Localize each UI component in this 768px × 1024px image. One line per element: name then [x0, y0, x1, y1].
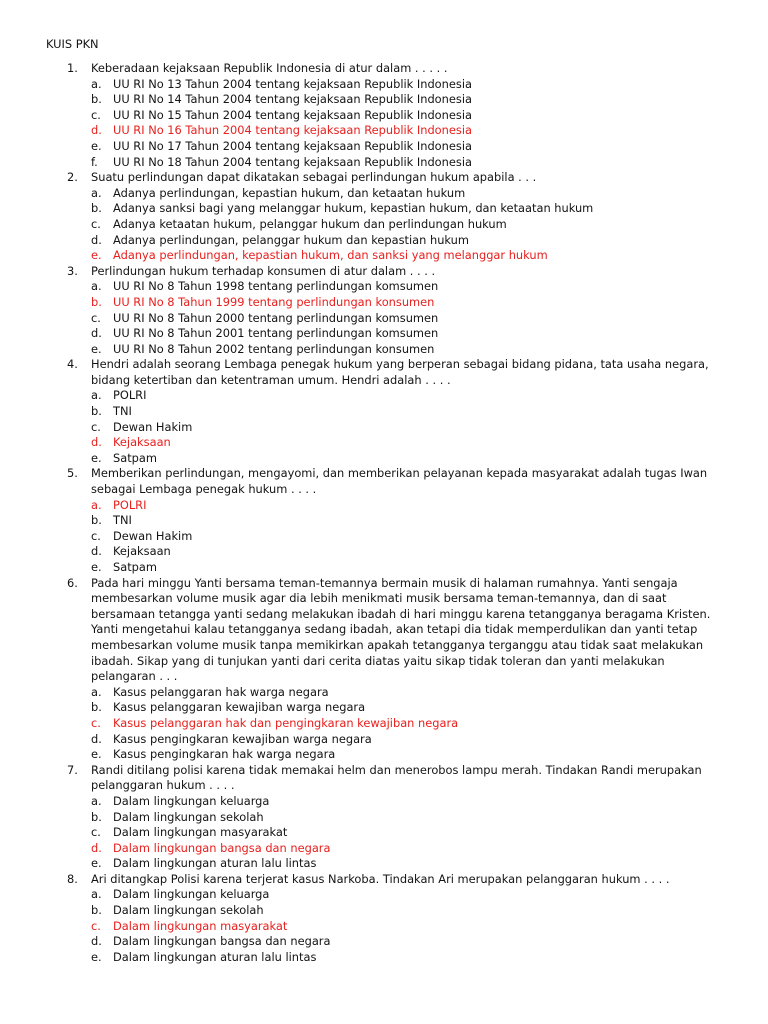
answer-option: [0, 825, 768, 841]
answer-option: [0, 810, 768, 826]
question-text: Keberadaan kejaksaan Republik Indonesia di atur dalam . . . . .: [91, 61, 448, 75]
option-text: Dalam lingkungan bangsa dan negara: [113, 840, 331, 855]
option-letter: c.: [91, 715, 101, 730]
answer-option: [0, 186, 768, 202]
option-text: Adanya perlindungan, kepastian hukum, dan sanksi yang melanggar hukum: [113, 248, 548, 263]
answer-option: [0, 451, 768, 467]
option-text: Kasus pelanggaran hak warga negara: [113, 684, 329, 699]
option-text: Dalam lingkungan masyarakat: [113, 825, 288, 840]
option-text: Kejaksaan: [113, 435, 171, 450]
quiz-question: [0, 466, 768, 575]
option-text: Satpam: [113, 560, 157, 574]
option-letter: d.: [91, 326, 102, 341]
answer-option: [0, 700, 768, 716]
option-text: Dewan Hakim: [113, 419, 193, 434]
question-number: 4.: [67, 357, 78, 372]
answer-option-correct: [0, 435, 768, 451]
document-title: KUIS PKN: [46, 37, 99, 51]
option-letter: d.: [91, 435, 102, 450]
option-letter: b.: [91, 294, 102, 309]
option-letter: d.: [91, 840, 102, 855]
answer-option-correct: [0, 841, 768, 857]
option-letter: a.: [91, 279, 102, 294]
question-text: Pada hari minggu Yanti bersama teman-temannya bermain musik di halaman rumahnya. Yanti sengaja membesarkan volume musik agar dia lebih menikmati musik bersama teman-temannya, dan di saat bersamaan tetangga yanti sedang melakukan ibadah di hari minggu karena tetangganya beragama Kristen. Yanti mengetahui kalau tetangganya sedang ibadah, akan tetapi dia tidak memperdulikan dan yanti tetap membesarkan volume musik tanpa memikirkan apakah tetangganya terganggu atau tidak saat melakukan ibadah. Sikap yang di tunjukan yanti dari cerita diatas yaitu sikap tidak toleran dan yanti melakukan pelangaran . . .: [91, 575, 711, 684]
option-letter: a.: [91, 497, 102, 512]
quiz-question: [0, 763, 768, 872]
answer-option-correct: [0, 123, 768, 139]
option-text: UU RI No 13 Tahun 2004 tentang kejaksaan Republik Indonesia: [113, 76, 472, 91]
question-text: Suatu perlindungan dapat dikatakan sebagai perlindungan hukum apabila . . .: [91, 170, 537, 185]
answer-option: [0, 77, 768, 93]
option-text: UU RI No 16 Tahun 2004 tentang kejaksaan Republik Indonesia: [113, 123, 472, 138]
option-text: UU RI No 8 Tahun 2002 tentang perlindungan konsumen: [113, 341, 435, 356]
answer-option: [0, 233, 768, 249]
option-text: UU RI No 8 Tahun 2000 tentang perlindungan komsumen: [113, 310, 439, 325]
option-text: Kasus pelanggaran hak dan pengingkaran kewajiban negara: [113, 715, 459, 730]
option-letter: a.: [91, 684, 102, 699]
quiz-question: [0, 170, 768, 264]
option-text: Adanya perlindungan, kepastian hukum, dan ketaatan hukum: [113, 185, 466, 200]
answer-option: [0, 685, 768, 701]
option-letter: c.: [91, 528, 101, 543]
answer-option: [0, 92, 768, 108]
option-letter: b.: [91, 903, 102, 918]
option-letter: a.: [91, 185, 102, 200]
option-letter: b.: [91, 809, 102, 824]
option-text: UU RI No 14 Tahun 2004 tentang kejaksaan Republik Indonesia: [113, 92, 472, 107]
option-text: UU RI No 18 Tahun 2004 tentang kejaksaan Republik Indonesia: [113, 154, 472, 169]
answer-option: [0, 217, 768, 233]
answer-option: [0, 529, 768, 545]
answer-option: [0, 155, 768, 171]
answer-option: [0, 108, 768, 124]
option-letter: e.: [91, 949, 102, 964]
option-text: Adanya perlindungan, pelanggar hukum dan kepastian hukum: [113, 232, 469, 247]
question-number: 5.: [67, 466, 78, 481]
option-text: Adanya sanksi bagi yang melanggar hukum, kepastian hukum, dan ketaatan hukum: [113, 201, 594, 216]
option-text: POLRI: [113, 388, 147, 403]
option-letter: d.: [91, 731, 102, 746]
option-text: UU RI No 15 Tahun 2004 tentang kejaksaan Republik Indonesia: [113, 107, 472, 122]
option-letter: d.: [91, 544, 102, 559]
quiz-question: [0, 357, 768, 466]
answer-option: [0, 903, 768, 919]
option-letter: d.: [91, 934, 102, 949]
answer-option: [0, 279, 768, 295]
answer-option: [0, 311, 768, 327]
option-letter: e.: [91, 341, 102, 356]
answer-option: [0, 404, 768, 420]
answer-option: [0, 794, 768, 810]
answer-option: [0, 747, 768, 763]
option-letter: e.: [91, 560, 102, 574]
answer-option: [0, 420, 768, 436]
option-text: TNI: [113, 404, 132, 419]
answer-option: [0, 139, 768, 155]
option-text: UU RI No 8 Tahun 2001 tentang perlindungan komsumen: [113, 326, 439, 341]
option-letter: e.: [91, 138, 102, 153]
option-text: TNI: [113, 513, 132, 528]
option-text: Kasus pelanggaran kewajiban warga negara: [113, 700, 366, 715]
option-text: UU RI No 17 Tahun 2004 tentang kejaksaan Republik Indonesia: [113, 138, 472, 153]
option-letter: c.: [91, 310, 101, 325]
option-letter: a.: [91, 76, 102, 91]
question-text: Memberikan perlindungan, mengayomi, dan memberikan pelayanan kepada masyarakat adalah tugas Iwan sebagai Lembaga penegak hukum . . . .: [91, 466, 708, 497]
option-text: Dalam lingkungan sekolah: [113, 903, 264, 918]
option-text: UU RI No 8 Tahun 1998 tentang perlindungan komsumen: [113, 279, 439, 294]
question-number: 8.: [67, 871, 78, 886]
answer-option-correct: [0, 919, 768, 935]
option-text: Kasus pengingkaran hak warga negara: [113, 747, 336, 762]
question-number: 2.: [67, 170, 78, 185]
option-letter: b.: [91, 404, 102, 419]
answer-option: [0, 934, 768, 950]
answer-option: [0, 732, 768, 748]
option-letter: b.: [91, 92, 102, 107]
option-letter: c.: [91, 918, 101, 933]
option-letter: a.: [91, 793, 102, 808]
option-letter: b.: [91, 513, 102, 528]
answer-option: [0, 388, 768, 404]
option-text: UU RI No 8 Tahun 1999 tentang perlindungan konsumen: [113, 294, 435, 309]
answer-option: [0, 201, 768, 217]
option-letter: e.: [91, 450, 102, 465]
option-text: Satpam: [113, 450, 157, 465]
option-letter: e.: [91, 747, 102, 762]
option-letter: b.: [91, 201, 102, 216]
option-letter: f.: [91, 154, 98, 169]
answer-option: [0, 887, 768, 903]
quiz-question: [0, 576, 768, 763]
option-text: POLRI: [113, 497, 147, 512]
question-text: Ari ditangkap Polisi karena terjerat kasus Narkoba. Tindakan Ari merupakan pelanggaran hukum . . . .: [91, 871, 670, 886]
answer-option-correct: [0, 248, 768, 264]
option-text: Dalam lingkungan keluarga: [113, 793, 270, 808]
option-letter: c.: [91, 107, 101, 122]
option-letter: c.: [91, 825, 101, 840]
option-text: Dalam lingkungan keluarga: [113, 887, 270, 902]
answer-option: [0, 560, 768, 576]
option-letter: c.: [91, 216, 101, 231]
answer-option-correct: [0, 295, 768, 311]
option-text: Dalam lingkungan bangsa dan negara: [113, 934, 331, 949]
question-text: Perlindungan hukum terhadap konsumen di atur dalam . . . .: [91, 263, 436, 278]
question-number: 6.: [67, 575, 78, 590]
option-text: Dalam lingkungan sekolah: [113, 809, 264, 824]
option-text: Kejaksaan: [113, 544, 171, 559]
option-letter: b.: [91, 700, 102, 715]
answer-option-correct: [0, 498, 768, 514]
option-text: Dewan Hakim: [113, 528, 193, 543]
question-number: 1.: [67, 61, 78, 75]
question-text: Randi ditilang polisi karena tidak memakai helm dan menerobos lampu merah. Tindakan Randi merupakan pelanggaran hukum . . . .: [91, 762, 702, 793]
option-letter: a.: [91, 887, 102, 902]
answer-option: [0, 950, 768, 966]
answer-option-correct: [0, 716, 768, 732]
option-letter: d.: [91, 232, 102, 247]
answer-option: [0, 513, 768, 529]
option-text: Adanya ketaatan hukum, pelanggar hukum dan perlindungan hukum: [113, 216, 507, 231]
quiz-question: [0, 872, 768, 966]
answer-option: [0, 544, 768, 560]
answer-option: [0, 342, 768, 358]
answer-option: [0, 856, 768, 872]
question-number: 3.: [67, 263, 78, 278]
option-text: Kasus pengingkaran kewajiban warga negara: [113, 731, 372, 746]
question-text: Hendri adalah seorang Lembaga penegak hukum yang berperan sebagai bidang pidana, tata usaha negara, bidang ketertiban dan ketentraman umum. Hendri adalah . . . .: [91, 357, 709, 387]
option-text: Dalam lingkungan aturan lalu lintas: [113, 949, 317, 964]
option-letter: c.: [91, 419, 101, 434]
quiz-question-list: [0, 61, 768, 965]
answer-option: [0, 326, 768, 342]
option-letter: e.: [91, 248, 102, 263]
option-letter: d.: [91, 123, 102, 138]
question-number: 7.: [67, 762, 78, 777]
option-letter: a.: [91, 388, 102, 403]
quiz-question: [0, 61, 768, 170]
option-text: Dalam lingkungan aturan lalu lintas: [113, 856, 317, 871]
option-letter: e.: [91, 856, 102, 871]
option-text: Dalam lingkungan masyarakat: [113, 918, 288, 933]
quiz-question: [0, 264, 768, 358]
